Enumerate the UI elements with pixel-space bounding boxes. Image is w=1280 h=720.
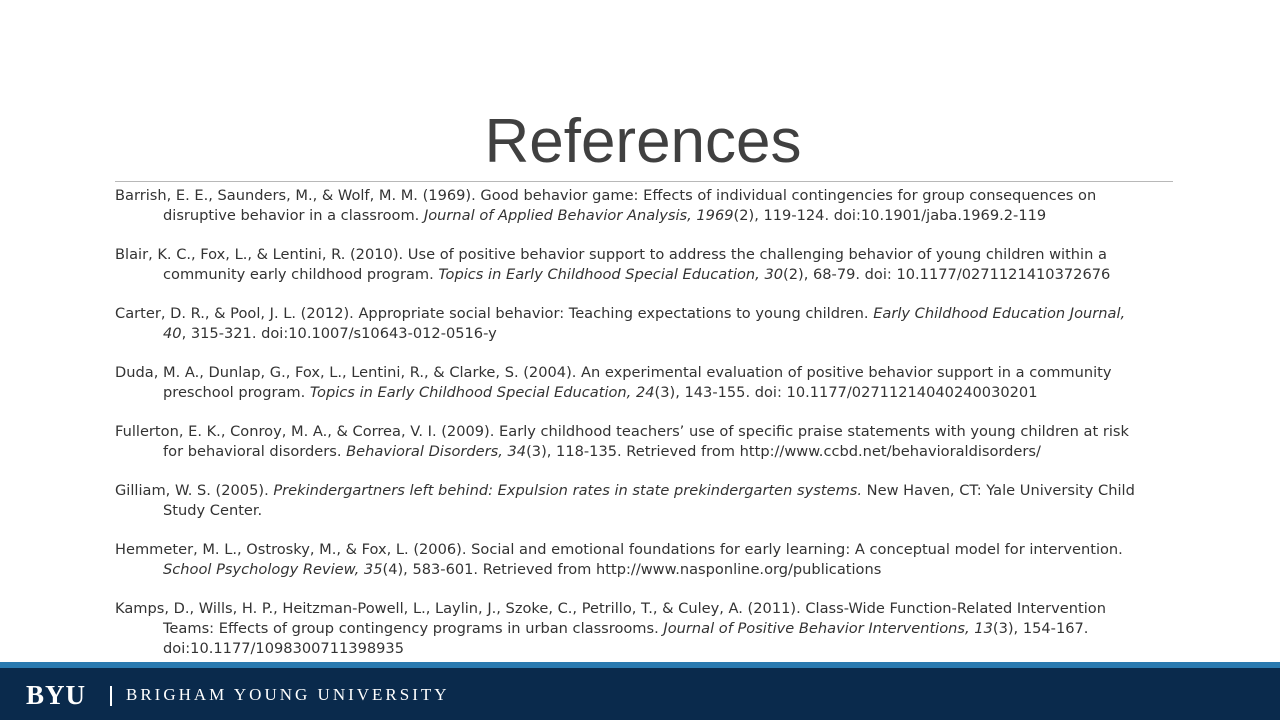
reference-text: , 315-321. doi:10.1007/s10643-012-0516-y [181,325,497,342]
reference-text: Fullerton, E. K., Conroy, M. A., & Correa, V. I. (2009). Early childhood teachers’ use of specific praise statements with young children at risk [115,423,1129,440]
reference-journal: Journal of Applied Behavior Analysis, 1969 [423,207,734,224]
reference-book-title: Prekindergartners left behind: Expulsion rates in state prekindergarten systems. [273,482,863,499]
reference-journal: School Psychology Review, 35 [163,561,383,578]
reference-text: for behavioral disorders. [163,443,347,460]
reference-text: preschool program. [163,384,310,401]
reference-text: Barrish, E. E., Saunders, M., & Wolf, M. M. (1969). Good behavior game: Effects of individual contingencies for group consequences on [115,187,1097,204]
reference-text: Study Center. [163,502,263,519]
reference-text: Gilliam, W. S. (2005). [115,482,274,499]
reference-text: community early childhood program. [163,266,439,283]
reference-text: Duda, M. A., Dunlap, G., Fox, L., Lentini, R., & Clarke, S. (2004). An experimental evaluation of positive behavior support in a community [115,364,1112,381]
reference-item [115,245,1177,285]
reference-text: (3), 143-155. doi: 10.1177/02711214040240030201 [654,384,1038,401]
reference-text: (3), 118-135. Retrieved from http://www.ccbd.net/behavioraldisorders/ [526,443,1041,460]
reference-text: Blair, K. C., Fox, L., & Lentini, R. (2010). Use of positive behavior support to address the challenging behavior of young children within a [115,246,1107,263]
reference-line [163,560,1177,580]
reference-item [115,599,1177,659]
reference-volume: 40 [163,325,182,342]
reference-item [115,481,1177,521]
reference-text: New Haven, CT: Yale University Child [862,482,1135,499]
reference-line [163,442,1177,462]
reference-doi: doi:10.1177/1098300711398935 [163,640,404,657]
reference-item [115,304,1177,344]
reference-text: Teams: Effects of group contingency programs in urban classrooms. [163,620,664,637]
reference-text: (2), 68-79. doi: 10.1177/0271121410372676 [783,266,1111,283]
reference-text: (3), 154-167. [992,620,1089,637]
reference-text: Carter, D. R., & Pool, J. L. (2012). Appropriate social behavior: Teaching expectations to young children. [115,305,874,322]
reference-journal: Behavioral Disorders, 34 [346,443,527,460]
reference-line [163,324,1177,344]
reference-item [115,363,1177,403]
reference-item [115,540,1177,580]
reference-line [163,206,1177,226]
reference-line [163,619,1177,639]
reference-list [115,186,1177,678]
university-name: BRIGHAM YOUNG UNIVERSITY [126,685,450,704]
reference-journal: Early Childhood Education Journal, [873,305,1126,322]
reference-text: (2), 119-124. doi:10.1901/jaba.1969.2-119 [733,207,1047,224]
slide-title: References [484,107,802,176]
reference-item [115,422,1177,462]
reference-text: disruptive behavior in a classroom. [163,207,424,224]
reference-line [163,265,1177,285]
title-divider [115,181,1173,182]
reference-journal: Journal of Positive Behavior Interventions, 13 [663,620,993,637]
reference-line [163,383,1177,403]
reference-item [115,186,1177,226]
footer-bar [0,668,1280,720]
reference-text: (4), 583-601. Retrieved from http://www.nasponline.org/publications [382,561,882,578]
reference-text: Hemmeter, M. L., Ostrosky, M., & Fox, L. (2006). Social and emotional foundations for early learning: A conceptual model for intervention. [115,541,1123,558]
reference-text: Kamps, D., Wills, H. P., Heitzman-Powell, L., Laylin, J., Szoke, C., Petrillo, T., & Culey, A. (2011). Class-Wide Function-Related Intervention [115,600,1106,617]
byu-logo: BYU [26,680,87,710]
reference-journal: Topics in Early Childhood Special Education, 24 [309,384,655,401]
footer-divider [110,686,112,706]
reference-journal: Topics in Early Childhood Special Education, 30 [438,266,784,283]
